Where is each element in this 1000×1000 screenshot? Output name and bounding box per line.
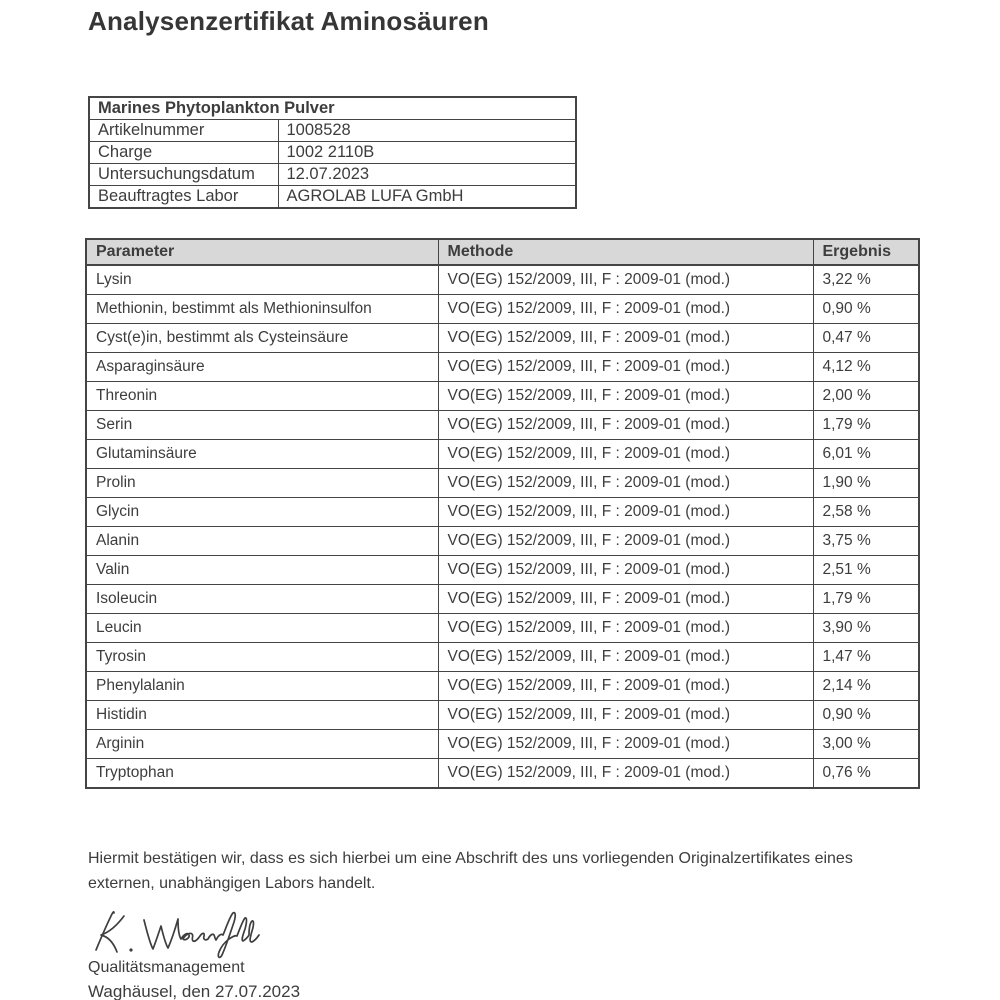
product-name-row: [89, 97, 576, 120]
info-label: Untersuchungsdatum: [89, 164, 278, 186]
confirmation-text: Hiermit bestätigen wir, dass es sich hierbei um eine Abschrift des uns vorliegenden Originalzertifikates eines externen, unabhängigen Labors handelt.: [88, 850, 853, 892]
cell-ergebnis: 0,90 %: [813, 701, 919, 730]
col-header-ergebnis: Ergebnis: [813, 239, 919, 265]
cell-ergebnis: 1,90 %: [813, 469, 919, 498]
signature-stroke-k2: [101, 916, 124, 952]
place-date: Waghäusel, den 27.07.2023: [88, 982, 301, 1000]
cell-methode: VO(EG) 152/2009, III, F : 2009-01 (mod.): [438, 614, 813, 643]
page-title: Analysenzertifikat Aminosäuren: [88, 6, 489, 36]
cell-methode: VO(EG) 152/2009, III, F : 2009-01 (mod.): [438, 498, 813, 527]
info-row: [89, 120, 576, 142]
cell-parameter: Tyrosin: [86, 643, 438, 672]
cell-ergebnis: 2,51 %: [813, 556, 919, 585]
cell-parameter: Phenylalanin: [86, 672, 438, 701]
table-row: [86, 527, 919, 556]
table-row: [86, 265, 919, 295]
cell-methode: VO(EG) 152/2009, III, F : 2009-01 (mod.): [438, 585, 813, 614]
info-value: AGROLAB LUFA GmbH: [278, 186, 576, 209]
table-row: [86, 353, 919, 382]
table-row: [86, 556, 919, 585]
info-value: 12.07.2023: [278, 164, 576, 186]
col-header-parameter: Parameter: [86, 239, 438, 265]
info-row: [89, 164, 576, 186]
table-row: [86, 672, 919, 701]
product-name: Marines Phytoplankton Pulver: [89, 97, 576, 120]
cell-ergebnis: 1,47 %: [813, 643, 919, 672]
cell-methode: VO(EG) 152/2009, III, F : 2009-01 (mod.): [438, 556, 813, 585]
cell-parameter: Valin: [86, 556, 438, 585]
cell-parameter: Isoleucin: [86, 585, 438, 614]
cell-ergebnis: 3,75 %: [813, 527, 919, 556]
cell-methode: VO(EG) 152/2009, III, F : 2009-01 (mod.): [438, 730, 813, 759]
cell-parameter: Prolin: [86, 469, 438, 498]
table-row: [86, 440, 919, 469]
cell-methode: VO(EG) 152/2009, III, F : 2009-01 (mod.): [438, 672, 813, 701]
table-row: [86, 324, 919, 353]
cell-ergebnis: 2,00 %: [813, 382, 919, 411]
cell-parameter: Glutaminsäure: [86, 440, 438, 469]
table-row: [86, 585, 919, 614]
cell-ergebnis: 3,22 %: [813, 265, 919, 295]
signature-dot: [129, 948, 132, 951]
cell-parameter: Threonin: [86, 382, 438, 411]
table-row: [86, 643, 919, 672]
product-info-table: [88, 96, 577, 209]
cell-parameter: Arginin: [86, 730, 438, 759]
cell-ergebnis: 4,12 %: [813, 353, 919, 382]
cell-parameter: Cyst(e)in, bestimmt als Cysteinsäure: [86, 324, 438, 353]
table-row: [86, 614, 919, 643]
cell-ergebnis: 3,00 %: [813, 730, 919, 759]
signatory-role: Qualitätsmanagement: [88, 959, 245, 976]
cell-methode: VO(EG) 152/2009, III, F : 2009-01 (mod.): [438, 411, 813, 440]
table-row: [86, 382, 919, 411]
info-label: Artikelnummer: [89, 120, 278, 142]
cell-ergebnis: 0,47 %: [813, 324, 919, 353]
cell-ergebnis: 1,79 %: [813, 411, 919, 440]
table-row: [86, 730, 919, 759]
cell-parameter: Methionin, bestimmt als Methioninsulfon: [86, 295, 438, 324]
cell-ergebnis: 0,90 %: [813, 295, 919, 324]
info-row: [89, 142, 576, 164]
info-value: 1002 2110B: [278, 142, 576, 164]
cell-methode: VO(EG) 152/2009, III, F : 2009-01 (mod.): [438, 527, 813, 556]
cell-parameter: Glycin: [86, 498, 438, 527]
table-row: [86, 411, 919, 440]
cell-parameter: Serin: [86, 411, 438, 440]
results-header-row: [86, 239, 919, 265]
info-label: Charge: [89, 142, 278, 164]
info-row: [89, 186, 576, 209]
signature-stroke-k: [96, 912, 114, 950]
info-value: 1008528: [278, 120, 576, 142]
cell-methode: VO(EG) 152/2009, III, F : 2009-01 (mod.): [438, 295, 813, 324]
cell-ergebnis: 1,79 %: [813, 585, 919, 614]
cell-methode: VO(EG) 152/2009, III, F : 2009-01 (mod.): [438, 440, 813, 469]
results-table: [85, 238, 920, 789]
table-row: [86, 498, 919, 527]
cell-ergebnis: 6,01 %: [813, 440, 919, 469]
cell-parameter: Leucin: [86, 614, 438, 643]
cell-ergebnis: 3,90 %: [813, 614, 919, 643]
cell-parameter: Lysin: [86, 265, 438, 295]
cell-methode: VO(EG) 152/2009, III, F : 2009-01 (mod.): [438, 324, 813, 353]
cell-parameter: Asparaginsäure: [86, 353, 438, 382]
cell-ergebnis: 2,58 %: [813, 498, 919, 527]
cell-parameter: Alanin: [86, 527, 438, 556]
cell-methode: VO(EG) 152/2009, III, F : 2009-01 (mod.): [438, 469, 813, 498]
cell-methode: VO(EG) 152/2009, III, F : 2009-01 (mod.): [438, 382, 813, 411]
signature-stroke-wesenfeld: [144, 913, 259, 958]
cell-methode: VO(EG) 152/2009, III, F : 2009-01 (mod.): [438, 759, 813, 789]
cell-methode: VO(EG) 152/2009, III, F : 2009-01 (mod.): [438, 701, 813, 730]
cell-ergebnis: 0,76 %: [813, 759, 919, 789]
signature-handwriting: [86, 906, 281, 964]
cell-methode: VO(EG) 152/2009, III, F : 2009-01 (mod.): [438, 265, 813, 295]
cell-parameter: Tryptophan: [86, 759, 438, 789]
info-label: Beauftragtes Labor: [89, 186, 278, 209]
table-row: [86, 759, 919, 789]
cell-ergebnis: 2,14 %: [813, 672, 919, 701]
table-row: [86, 469, 919, 498]
table-row: [86, 701, 919, 730]
table-row: [86, 295, 919, 324]
cell-methode: VO(EG) 152/2009, III, F : 2009-01 (mod.): [438, 353, 813, 382]
col-header-methode: Methode: [438, 239, 813, 265]
cell-methode: VO(EG) 152/2009, III, F : 2009-01 (mod.): [438, 643, 813, 672]
cell-parameter: Histidin: [86, 701, 438, 730]
